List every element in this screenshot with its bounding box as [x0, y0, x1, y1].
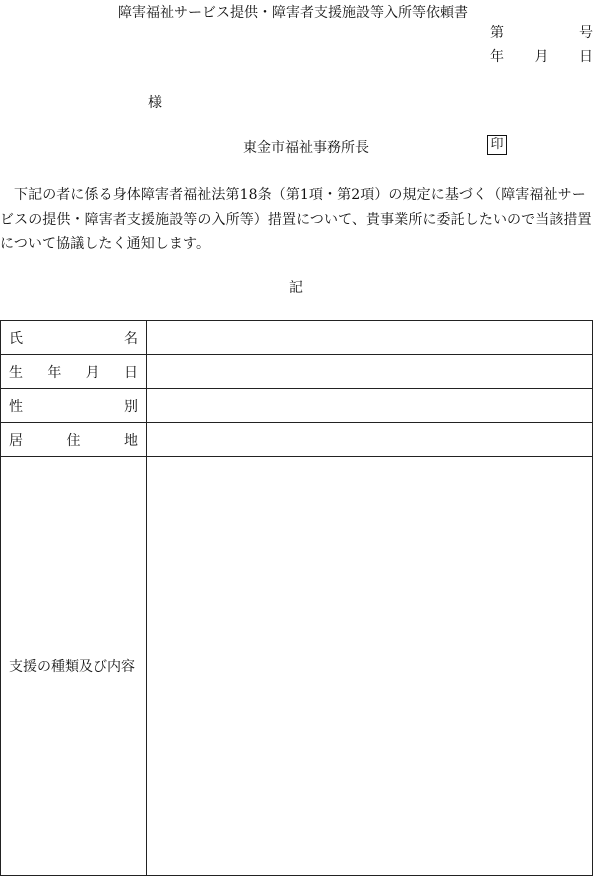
date-day: 日 — [579, 49, 593, 65]
birth-field[interactable] — [147, 355, 593, 389]
ki-heading: 記 — [289, 280, 303, 296]
support-label: 支援の種類及び内容 — [1, 457, 147, 876]
seal-mark: 印 — [487, 135, 507, 155]
document-date — [490, 46, 593, 66]
document-number — [490, 22, 593, 42]
body-text: 下記の者に係る身体障害者福祉法第18条（第1項・第2項）の規定に基づく（障害福祉サービスの提供・障害者支援施設等の入所等）措置について、貴事業所に委託したいので当該措置について協議したく通知します。 — [0, 187, 592, 252]
sex-label: 性 別 — [1, 389, 147, 423]
table-row-birth — [1, 355, 593, 389]
name-label: 氏 名 — [1, 321, 147, 355]
info-table — [0, 320, 593, 876]
number-suffix: 号 — [579, 25, 593, 41]
name-field[interactable] — [147, 321, 593, 355]
sender: 東金市福祉事務所長 — [243, 140, 369, 156]
support-field[interactable] — [147, 457, 593, 876]
address-field[interactable] — [147, 423, 593, 457]
date-month: 月 — [534, 49, 549, 65]
addressee: 様 — [148, 95, 162, 111]
table-row-support — [1, 457, 593, 876]
date-year: 年 — [490, 49, 504, 65]
document-title: 障害福祉サービス提供・障害者支援施設等入所等依頼書 — [118, 5, 468, 21]
number-prefix: 第 — [490, 25, 504, 41]
table-row-sex — [1, 389, 593, 423]
address-label: 居 住 地 — [1, 423, 147, 457]
sex-field[interactable] — [147, 389, 593, 423]
table-row-address — [1, 423, 593, 457]
birth-label: 生 年 月 日 — [1, 355, 147, 389]
table-row-name — [1, 321, 593, 355]
